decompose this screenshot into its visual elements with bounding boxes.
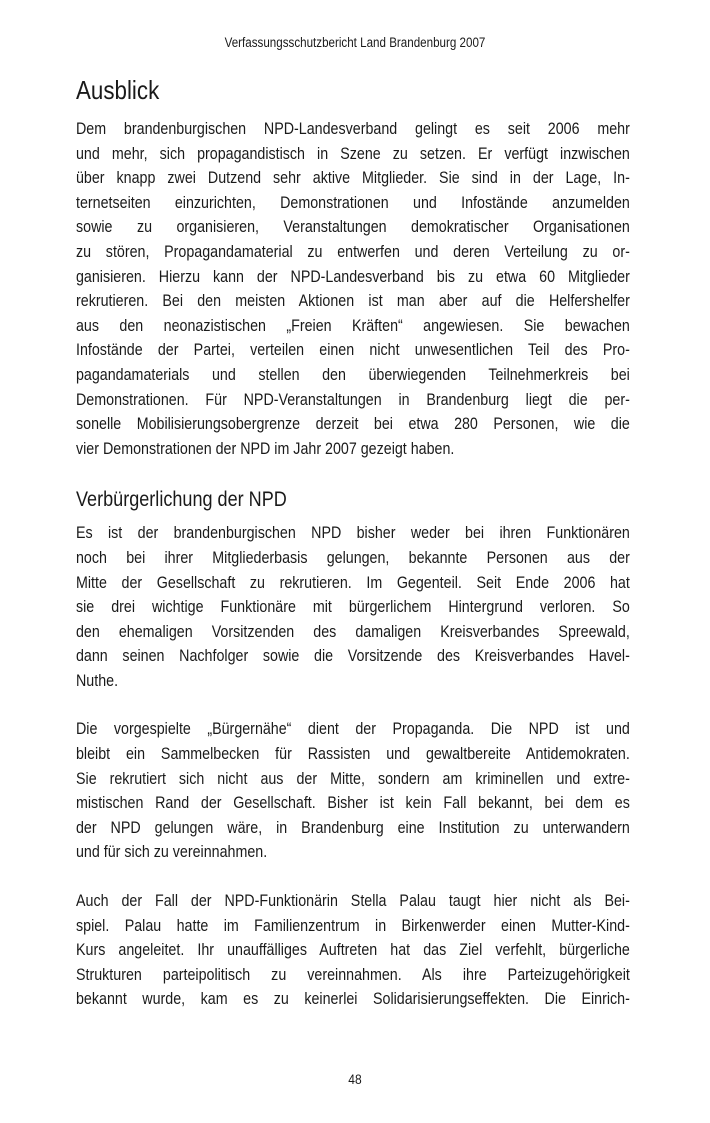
text-line: sonelle Mobilisierungsobergrenze derzeit bei etwa 280 Personen, wie die: [76, 414, 630, 434]
text-line: und für sich zu vereinnahmen.: [76, 842, 268, 862]
text-line: den ehemaligen Vorsitzenden des damaligen Kreisverbandes Spreewald,: [76, 621, 630, 641]
text-line: rekrutieren. Bei den meisten Aktionen ist man aber auf die Helfershelfer: [76, 291, 630, 311]
text-line: Auch der Fall der NPD-Funktionärin Stella Palau taugt hier nicht als Bei-: [76, 891, 630, 911]
text-line: aus den neonazistischen „Freien Kräften“ angewiesen. Sie bewachen: [76, 315, 630, 335]
text-line: bleibt ein Sammelbecken für Rassisten und gewaltbereite Antidemokraten.: [76, 744, 630, 764]
paragraph-verbuergerlichung-3: [76, 889, 630, 1012]
text-line: Strukturen parteipolitisch zu vereinnahmen. Als ihre Parteizugehörigkeit: [76, 964, 630, 984]
text-line: spiel. Palau hatte im Familienzentrum in Birkenwerder einen Mutter-Kind-: [76, 915, 630, 935]
text-line: Infostände der Partei, verteilen einen nicht unwesentlichen Teil des Pro-: [76, 340, 630, 360]
text-line: Dem brandenburgischen NPD-Landesverband gelingt es seit 2006 mehr: [76, 119, 630, 138]
text-line: Kurs angeleitet. Ihr unauffälliges Auftreten hat das Ziel verfehlt, bürgerliche: [76, 940, 630, 960]
text-line: pagandamaterials und stellen den überwiegenden Teilnehmerkreis bei: [76, 364, 630, 384]
text-line: Nuthe.: [76, 670, 119, 690]
text-line: dann seinen Nachfolger sowie die Vorsitzende des Kreisverbandes Havel-: [76, 646, 630, 666]
paragraph-verbuergerlichung-1: [76, 521, 630, 693]
text-line: der NPD gelungen wäre, in Brandenburg eine Institution zu unterwandern: [76, 817, 630, 837]
text-line: über knapp zwei Dutzend sehr aktive Mitglieder. Sie sind in der Lage, In-: [76, 168, 630, 188]
text-line: Die vorgespielte „Bürgernähe“ dient der Propaganda. Die NPD ist und: [76, 719, 630, 739]
text-line: Es ist der brandenburgischen NPD bisher weder bei ihren Funktionären: [76, 523, 630, 543]
running-head: Verfassungsschutzbericht Land Brandenburg 2007: [224, 35, 486, 50]
text-line: mistischen Rand der Gesellschaft. Bisher ist kein Fall bekannt, bei dem es: [76, 793, 630, 813]
text-line: und mehr, sich propagandistisch in Szene zu setzen. Er verfügt inzwischen: [76, 143, 630, 163]
text-line: zu stören, Propagandamaterial zu entwerfen und deren Verteilung zu or-: [76, 241, 630, 261]
paragraph-ausblick: [76, 117, 630, 461]
text-line: sie drei wichtige Funktionäre mit bürgerlichem Hintergrund verloren. So: [76, 597, 630, 617]
page-content: [76, 70, 708, 1012]
text-line: vier Demonstrationen der NPD im Jahr 2007 gezeigt haben.: [76, 438, 455, 458]
text-line: noch bei ihrer Mitgliederbasis gelungen, bekannte Personen aus der: [76, 547, 630, 567]
text-line: ternetseiten einzurichten, Demonstrationen und Infostände anzumelden: [76, 192, 630, 212]
text-line: Sie rekrutiert sich nicht aus der Mitte, sondern am kriminellen und extre-: [76, 768, 630, 788]
text-line: sowie zu organisieren, Veranstaltungen demokratischer Organisationen: [76, 217, 630, 237]
paragraph-verbuergerlichung-2: [76, 717, 630, 865]
page-number: 48: [348, 1071, 362, 1087]
text-line: ganisieren. Hierzu kann der NPD-Landesverband bis zu etwa 60 Mitglieder: [76, 266, 630, 286]
section-heading-ausblick: Ausblick: [76, 75, 160, 105]
section-heading-verbuergerlichung: Verbürgerlichung der NPD: [76, 488, 287, 512]
text-line: Demonstrationen. Für NPD-Veranstaltungen in Brandenburg liegt die per-: [76, 389, 630, 409]
text-line: bekannt wurde, kam es zu keinerlei Solidarisierungseffekten. Die Einrich-: [76, 989, 630, 1009]
text-line: Mitte der Gesellschaft zu rekrutieren. Im Gegenteil. Seit Ende 2006 hat: [76, 572, 630, 592]
